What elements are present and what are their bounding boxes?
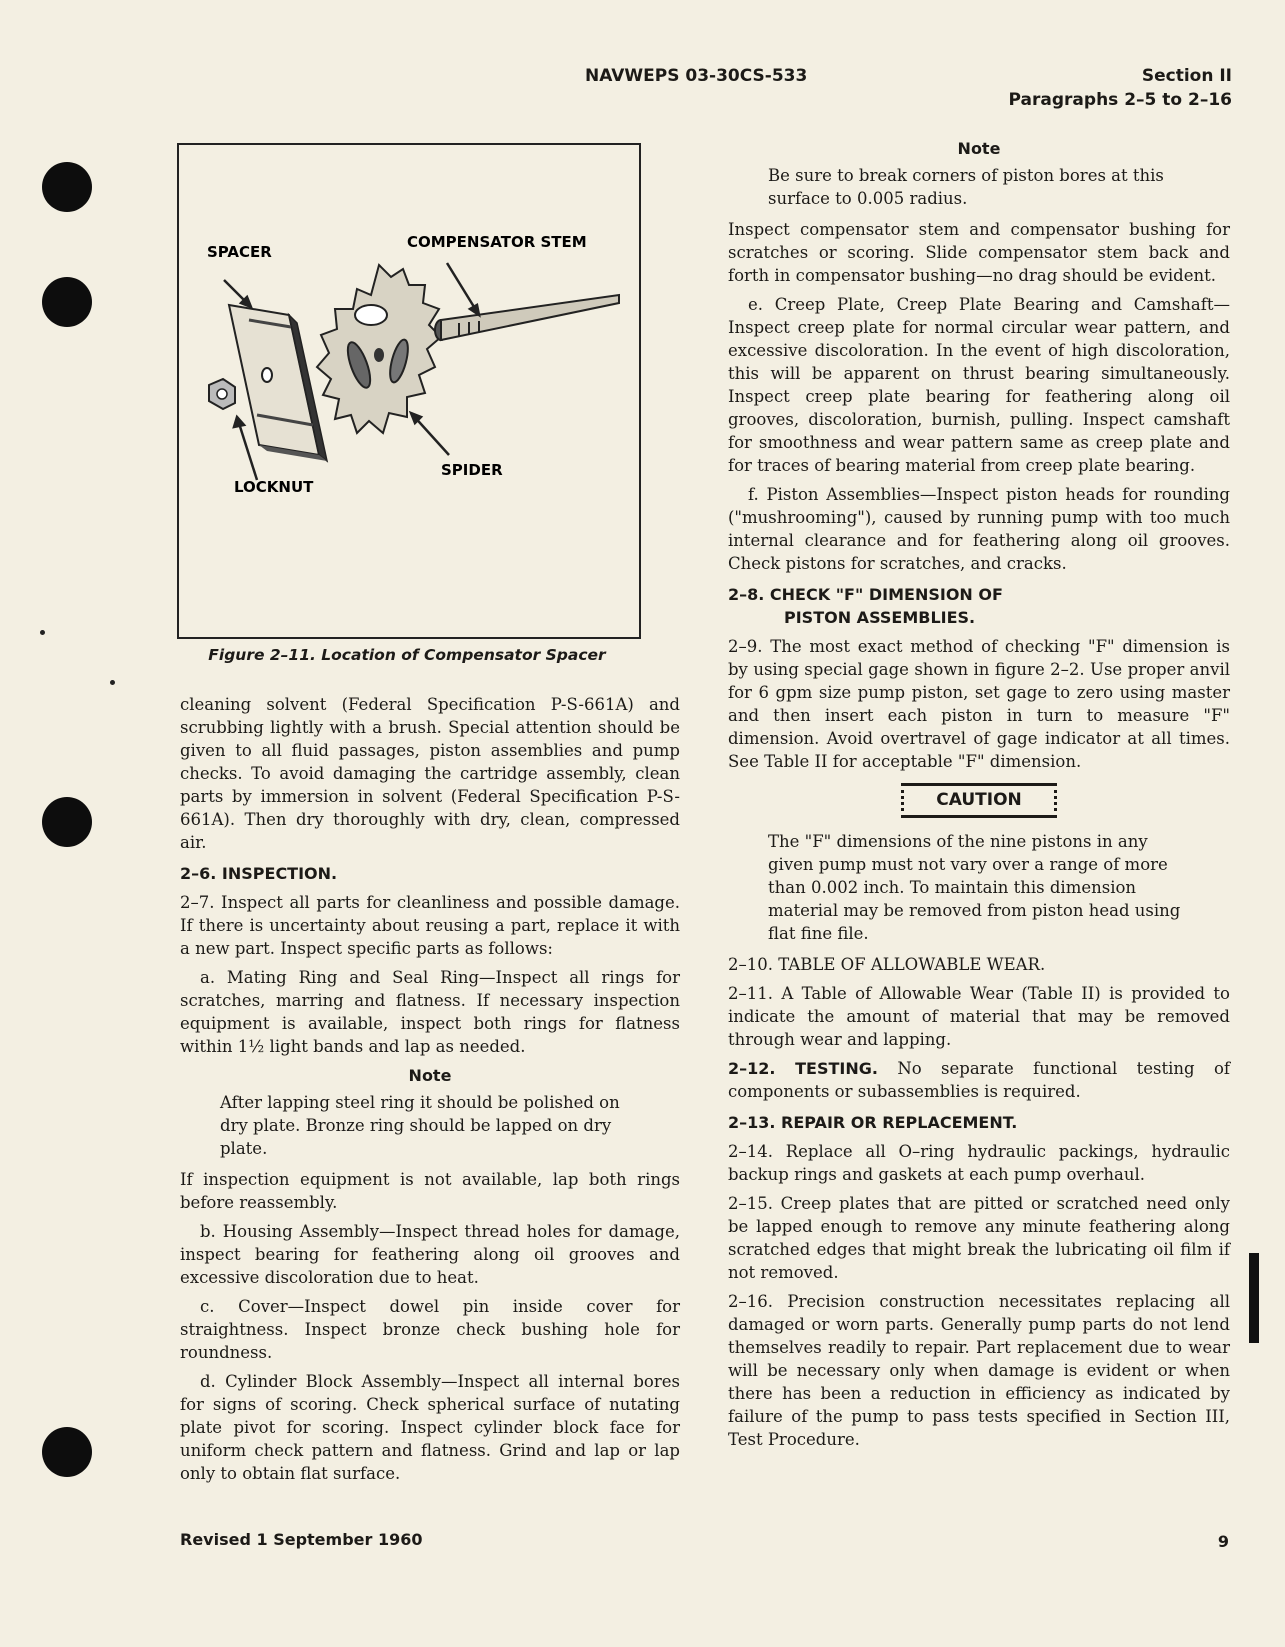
spider-shape [317,265,441,433]
label-locknut: LOCKNUT [234,478,314,496]
paragraph-2-12-body: No separate functional testing of components or subassemblies is required. [728,1059,1230,1101]
paragraph-compensator: Inspect compensator stem and compensator bushing for scratches or scoring. Slide compensator stem back and forth in compensator bushing—no drag should be evident. [728,220,1230,285]
note-body: Be sure to break corners of piston bores at this surface to 0.005 radius. [768,166,1164,208]
paragraph-2-9: 2–9. The most exact method of checking "F" dimension is by using special gage shown in figure 2–2. Use proper anvil for 6 gpm size pump piston, set gage to zero using master and then insert each piston in turn to measure "F" dimension. Avoid overtravel of gage indicator at all times. See Table II for acceptable "F" dimension. [728,637,1230,771]
heading-2-8-line1: 2–8. CHECK "F" DIMENSION OF [728,585,1003,604]
heading-2-8 [728,583,1230,629]
margin-dot [110,680,115,685]
binder-hole-1 [42,162,92,212]
paragraph-after-note: If inspection equipment is not available, lap both rings before reassembly. [180,1170,680,1212]
label-spacer: SPACER [207,243,272,261]
margin-dot [40,630,45,635]
section-label: Section II [1141,66,1232,86]
left-column [180,693,680,1491]
paragraph-f: f. Piston Assemblies—Inspect piston heads for rounding ("mushrooming"), caused by running pump with too much internal clearance and for feathering along oil grooves. Check pistons for scratches, and cracks. [728,485,1230,573]
paragraph-d: d. Cylinder Block Assembly—Inspect all internal bores for signs of scoring. Check spherical surface of nutating plate pivot for scoring. Inspect cylinder block face for uniform check pattern and flatness. Grind and lap or lap only to obtain flat surface. [180,1372,680,1483]
paragraph-2-15: 2–15. Creep plates that are pitted or scratched need only be lapped enough to remove any minute feathering along scratched edges that might break the lubricating oil film if not removed. [728,1194,1230,1282]
page-number: 9 [1217,1532,1229,1551]
label-compensator-stem: COMPENSATOR STEM [407,233,587,251]
paragraph-e: e. Creep Plate, Creep Plate Bearing and Camshaft—Inspect creep plate for normal circular wear pattern, and excessive discoloration. In the event of high discoloration, this will be apparent on thrust bearing simultaneously. Inspect creep plate bearing for feathering along oil grooves, discoloration, burnish, pulling. Inspect camshaft for smoothness and wear pattern same as creep plate and for traces of bearing material from creep plate bearing. [728,295,1230,475]
paragraph-b: b. Housing Assembly—Inspect thread holes for damage, inspect bearing for feathering along oil grooves and excessive discoloration due to heat. [180,1222,680,1287]
binder-hole-4 [42,1427,92,1477]
paragraph-2-12 [728,1057,1230,1103]
figure-caption: Figure 2–11. Location of Compensator Spacer [208,646,606,664]
paragraph-a: a. Mating Ring and Seal Ring—Inspect all rings for scratches, marring and flatness. If necessary inspection equipment is available, inspect both rings for flatness within 1½ light bands and lap as needed. [180,968,680,1056]
note-title: Note [957,139,1001,158]
paragraph-2-7: 2–7. Inspect all parts for cleanliness and possible damage. If there is uncertainty about reusing a part, replace it with a new part. Inspect specific parts as follows: [180,893,680,958]
paragraphs-range: Paragraphs 2–5 to 2–16 [1008,90,1232,110]
caution-body: The "F" dimensions of the nine pistons in any given pump must not vary over a range of more than 0.002 inch. To maintain this dimension material may be removed from piston head using flat fine file. [768,832,1181,943]
caution-badge: CAUTION [901,783,1057,818]
revision-date: Revised 1 September 1960 [180,1530,423,1549]
figure-compensator-spacer [177,143,641,639]
note-title: Note [408,1066,452,1085]
heading-2-13: 2–13. REPAIR OR REPLACEMENT. [728,1113,1018,1132]
paragraph-cleaning: cleaning solvent (Federal Specification P-S-661A) and scrubbing lightly with a brush. Special attention should be given to all fluid passages, piston assemblies and pump checks. To avoid damaging the cartridge assembly, clean parts by immersion in solvent (Federal Specification P-S-661A). Then dry thoroughly with dry, clean, compressed air. [180,695,680,852]
paragraph-2-11: 2–11. A Table of Allowable Wear (Table II) is provided to indicate the amount of material that may be removed through wear and lapping. [728,984,1230,1049]
right-column [728,137,1230,1457]
heading-2-12: 2–12. TESTING. [728,1059,878,1078]
paragraph-c: c. Cover—Inspect dowel pin inside cover for straightness. Inspect bronze check bushing hole for roundness. [180,1297,680,1362]
paragraph-2-16: 2–16. Precision construction necessitates replacing all damaged or worn parts. Generally pump parts do not lend themselves readily to repair. Part replacement due to wear will be necessary only when damage is evident or when there has been a reduction in efficiency as indicated by failure of the pump to pass tests specified in Section III, Test Procedure. [728,1292,1230,1449]
paragraph-2-14: 2–14. Replace all O–ring hydraulic packings, hydraulic backup rings and gaskets at each pump overhaul. [728,1142,1230,1184]
compensator-stem-shape [435,295,619,340]
figure-illustration [179,145,639,637]
note-body: After lapping steel ring it should be polished on dry plate. Bronze ring should be lapped on dry plate. [220,1093,620,1158]
heading-inspection: 2–6. INSPECTION. [180,864,338,883]
binder-hole-2 [42,277,92,327]
binder-hole-3 [42,797,92,847]
label-spider: SPIDER [441,461,503,479]
heading-2-8-line2: PISTON ASSEMBLIES. [784,608,976,627]
heading-2-10: 2–10. TABLE OF ALLOWABLE WEAR. [728,955,1046,974]
change-bar [1249,1253,1259,1343]
doc-number: NAVWEPS 03-30CS-533 [585,66,808,86]
